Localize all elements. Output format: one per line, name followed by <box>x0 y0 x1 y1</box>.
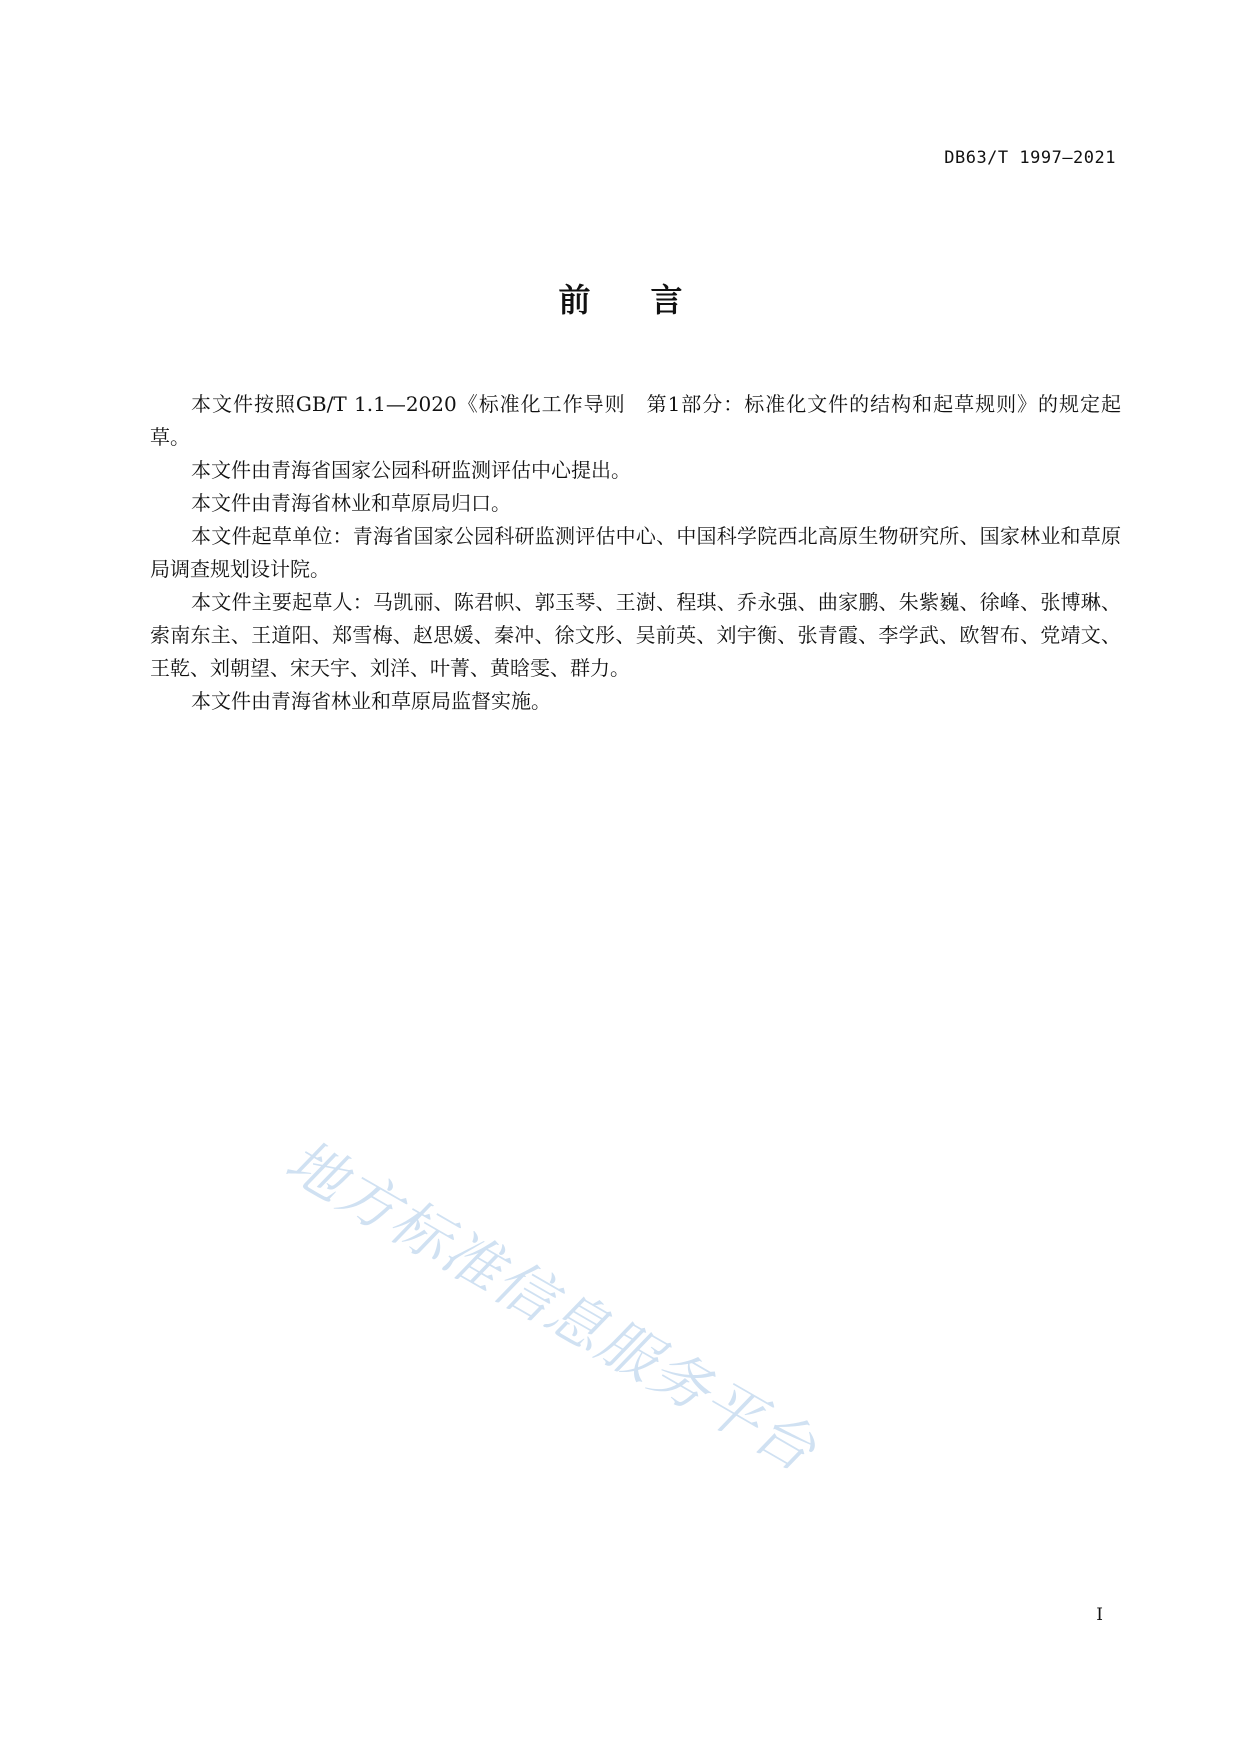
paragraph-administrator: 本文件由青海省林业和草原局归口。 <box>191 491 511 515</box>
paragraph-drafting-rules: 本文件按照GB/T 1.1—2020《标准化工作导则 第1部分：标准化文件的结构和起草规则》的规定起草。 <box>150 392 1121 449</box>
foreword-body <box>150 388 1121 718</box>
paragraph-supervision: 本文件由青海省林业和草原局监督实施。 <box>191 689 551 713</box>
watermark: 地方标准信息服务平台 <box>274 1126 829 1486</box>
page-number: I <box>1096 1605 1103 1625</box>
paragraph-proposer: 本文件由青海省国家公园科研监测评估中心提出。 <box>191 458 631 482</box>
page-title: 前言 <box>558 281 743 319</box>
paragraph-drafters: 本文件主要起草人：马凯丽、陈君帜、郭玉琴、王澍、程琪、乔永强、曲家鹏、朱紫巍、徐峰、张博琳、索南东主、王道阳、郑雪梅、赵思媛、秦冲、徐文彤、吴前英、刘宇衡、张青霞、李学武、欧智布、党靖文、王乾、刘朝望、宋天宇、刘洋、叶菁、黄晗雯、群力。 <box>150 590 1121 680</box>
document-code: DB63/T 1997—2021 <box>944 148 1116 168</box>
paragraph-drafting-units: 本文件起草单位：青海省国家公园科研监测评估中心、中国科学院西北高原生物研究所、国家林业和草原局调查规划设计院。 <box>150 524 1121 581</box>
